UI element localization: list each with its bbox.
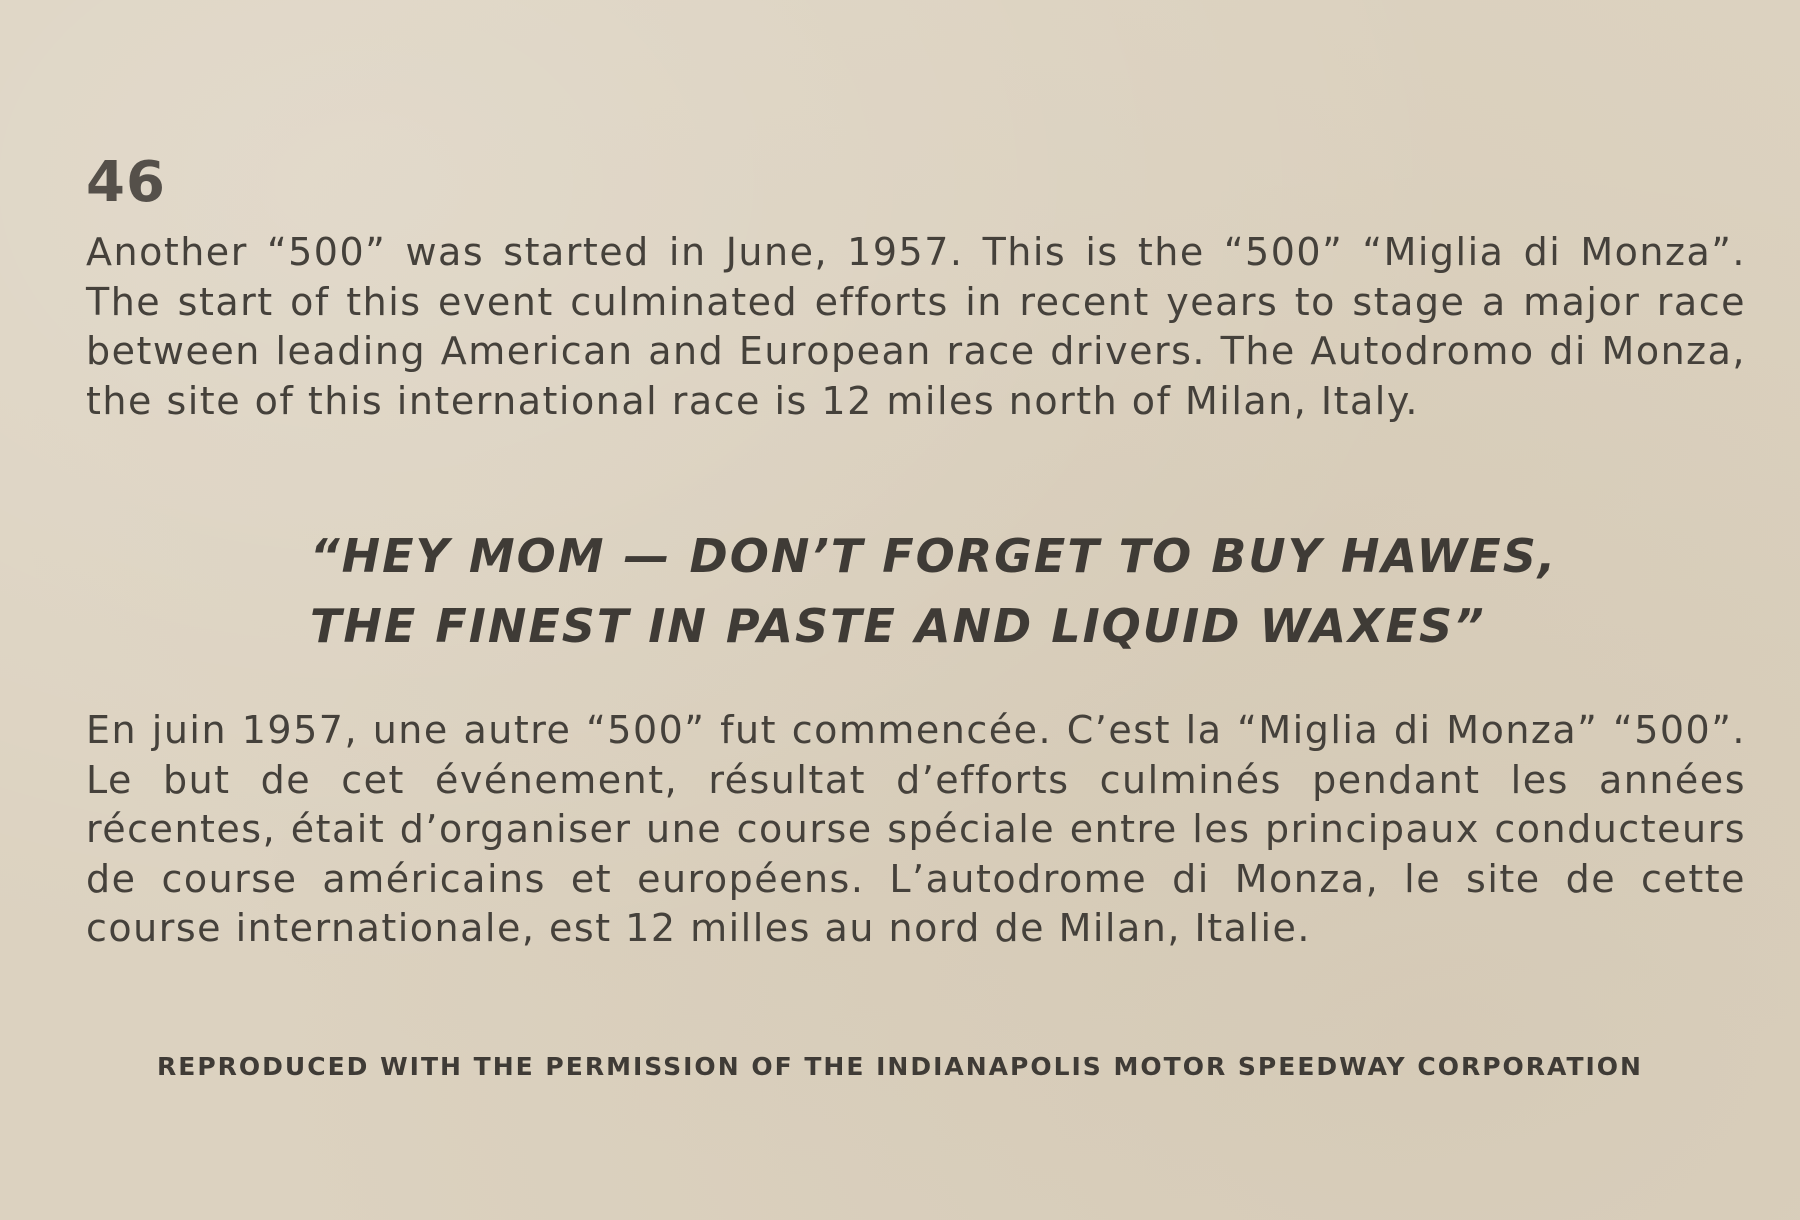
slogan-line-2: THE FINEST IN PASTE AND LIQUID WAXES”: [310, 599, 1486, 653]
french-description: En juin 1957, une autre “500” fut commencée. C’est la “Miglia di Monza” “500”. Le but de cet événement, résultat d’efforts culminés pendant les années récentes, était d’organiser une course spéciale entre les principaux conducteurs de course américains et européens. L’autodrome di Monza, le site de cette course internationale, est 12 milles au nord de Milan, Italie.: [86, 708, 1746, 950]
permission-notice: REPRODUCED WITH THE PERMISSION OF THE INDIANAPOLIS MOTOR SPEEDWAY CORPORATION: [157, 1052, 1643, 1081]
english-description: Another “500” was started in June, 1957. This is the “500” “Miglia di Monza”. The start of this event culminated efforts in recent years to stage a major race between leading American and European race drivers. The Autodromo di Monza, the site of this international race is 12 miles north of Milan, Italy.: [86, 230, 1746, 423]
slogan-line-1: “HEY MOM — DON’T FORGET TO BUY HAWES,: [310, 529, 1558, 583]
card-number: 46: [86, 150, 166, 215]
